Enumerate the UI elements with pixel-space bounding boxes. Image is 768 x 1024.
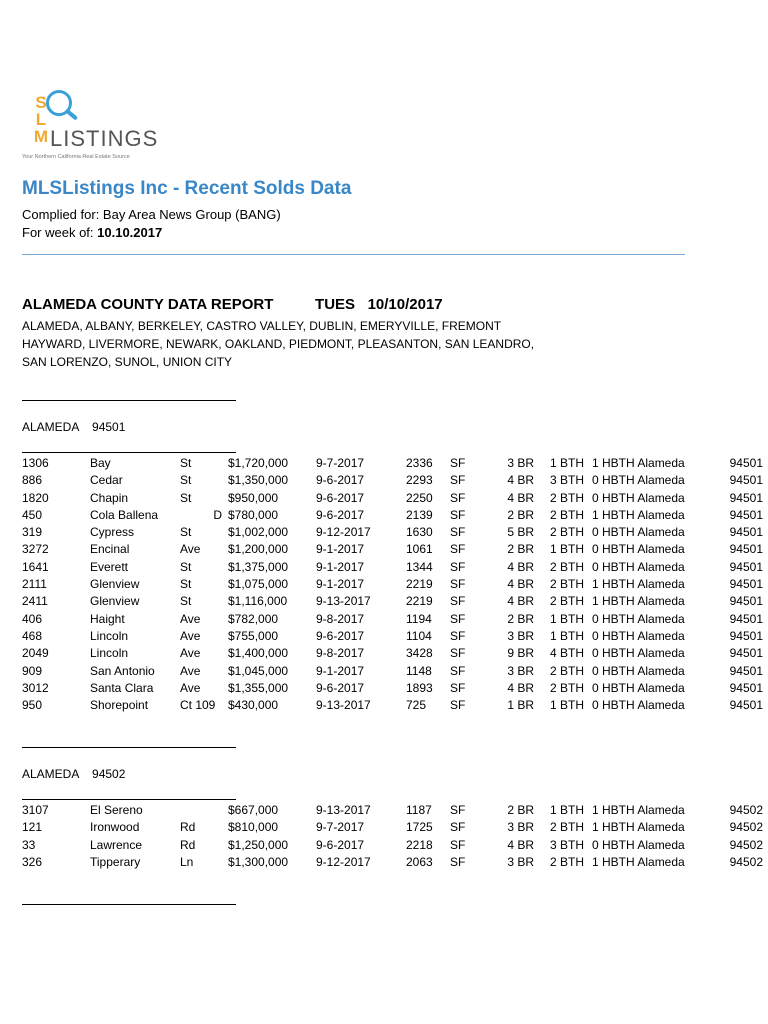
sale-price-cell: $1,375,000 <box>228 559 289 574</box>
street-name-cell: Everett <box>90 559 129 574</box>
sale-price-cell: $1,355,000 <box>228 680 289 695</box>
mlslistings-logo <box>22 90 159 164</box>
square-feet-cell: 2218 <box>406 837 433 852</box>
section-divider <box>22 452 236 453</box>
zip-code-cell: 94501 <box>729 542 763 557</box>
street-name-cell: Bay <box>90 456 111 470</box>
bathrooms-cell: 1 BTH <box>549 698 584 713</box>
street-number-cell: 326 <box>22 854 43 869</box>
street-name-cell: Lawrence <box>90 837 143 852</box>
bedrooms-cell: 3 BR <box>507 456 534 470</box>
square-feet-cell: 1148 <box>406 663 432 678</box>
sale-date-cell: 9-6-2017 <box>316 680 365 695</box>
square-feet-cell: 1893 <box>406 680 433 695</box>
bathrooms-cell: 4 BTH <box>549 646 584 661</box>
street-suffix-cell: Ave <box>180 680 201 695</box>
zip-code-cell: 94502 <box>729 803 763 817</box>
half-baths-city-cell: 0 HBTH Alameda <box>592 559 685 574</box>
logo-tagline: Your Northern California Real Estate Source <box>22 154 130 160</box>
table-row <box>22 854 763 871</box>
property-type-cell: SF <box>450 525 466 540</box>
sale-price-cell: $810,000 <box>228 820 279 835</box>
zip-code-cell: 94501 <box>729 628 763 643</box>
sale-date-cell: 9-7-2017 <box>316 456 365 470</box>
zip-code-cell: 94502 <box>729 854 763 869</box>
sale-date-cell: 9-12-2017 <box>316 854 371 869</box>
street-number-cell: 3107 <box>22 803 49 817</box>
table-row <box>22 455 763 472</box>
street-number-cell: 121 <box>22 820 43 835</box>
property-type-cell: SF <box>450 820 466 835</box>
bathrooms-cell: 2 BTH <box>549 594 584 609</box>
table-row <box>22 628 763 645</box>
square-feet-cell: 1194 <box>406 611 432 626</box>
bathrooms-cell: 1 BTH <box>549 628 584 643</box>
street-number-cell: 33 <box>22 837 36 852</box>
compiled-for: Complied for: Bay Area News Group (BANG) <box>22 207 281 222</box>
square-feet-cell: 2219 <box>406 594 433 609</box>
sale-price-cell: $780,000 <box>228 507 279 522</box>
table-row <box>22 680 763 697</box>
table-row <box>22 593 763 610</box>
street-number-cell: 450 <box>22 507 43 522</box>
street-name-cell: Encinal <box>90 542 130 557</box>
square-feet-cell: 1061 <box>406 542 433 557</box>
zip-code-cell: 94501 <box>729 559 763 574</box>
bedrooms-cell: 2 BR <box>507 803 534 817</box>
bedrooms-cell: 4 BR <box>507 473 534 488</box>
street-number-cell: 2111 <box>22 577 47 592</box>
section-divider <box>22 747 236 748</box>
street-name-cell: Cypress <box>90 525 135 540</box>
bathrooms-cell: 1 BTH <box>549 456 584 470</box>
half-baths-city-cell: 0 HBTH Alameda <box>592 473 685 488</box>
bathrooms-cell: 2 BTH <box>549 490 584 505</box>
sale-date-cell: 9-6-2017 <box>316 837 365 852</box>
bedrooms-cell: 3 BR <box>507 628 534 643</box>
street-suffix-cell: Ave <box>180 663 201 678</box>
street-suffix-cell: Ave <box>180 646 201 661</box>
square-feet-cell: 2219 <box>406 577 433 592</box>
bathrooms-cell: 1 BTH <box>549 611 584 626</box>
bedrooms-cell: 4 BR <box>507 577 534 592</box>
square-feet-cell: 3428 <box>406 646 433 661</box>
zip-code-cell: 94501 <box>729 473 763 488</box>
table-row <box>22 837 763 854</box>
street-number-cell: 950 <box>22 698 43 713</box>
street-number-cell: 406 <box>22 611 43 626</box>
street-name-cell: San Antonio <box>90 663 155 678</box>
half-baths-city-cell: 1 HBTH Alameda <box>592 594 685 609</box>
zip-code-cell: 94501 <box>729 577 763 592</box>
bathrooms-cell: 2 BTH <box>549 525 584 540</box>
page-title: MLSListings Inc - Recent Solds Data <box>22 178 352 199</box>
zip-code-cell: 94501 <box>729 680 763 695</box>
property-type-cell: SF <box>450 542 466 557</box>
section-label: ALAMEDA 94501 <box>22 420 126 434</box>
street-name-cell: Lincoln <box>90 628 129 643</box>
bathrooms-cell: 1 BTH <box>549 542 584 557</box>
city-list <box>22 317 582 371</box>
bedrooms-cell: 1 BR <box>507 698 534 713</box>
table-row <box>22 541 763 558</box>
street-suffix-cell <box>180 802 228 819</box>
property-type-cell: SF <box>450 577 466 592</box>
table-row <box>22 507 763 524</box>
half-baths-city-cell: 0 HBTH Alameda <box>592 628 685 643</box>
bedrooms-cell: 4 BR <box>507 594 534 609</box>
week-value: 10.10.2017 <box>97 225 163 240</box>
street-number-cell: 3272 <box>22 542 49 557</box>
property-type-cell: SF <box>450 611 466 626</box>
zip-code-cell: 94501 <box>729 507 763 522</box>
bedrooms-cell: 2 BR <box>507 611 534 626</box>
street-number-cell: 1641 <box>22 559 49 574</box>
street-suffix-cell: St <box>180 456 192 470</box>
bathrooms-cell: 2 BTH <box>549 663 584 678</box>
street-number-cell: 2411 <box>22 594 48 609</box>
zip-code-cell: 94501 <box>729 456 763 470</box>
half-baths-city-cell: 0 HBTH Alameda <box>592 646 685 661</box>
street-number-cell: 1306 <box>22 456 49 470</box>
half-baths-city-cell: 0 HBTH Alameda <box>592 663 685 678</box>
sale-date-cell: 9-8-2017 <box>316 646 365 661</box>
sale-date-cell: 9-1-2017 <box>316 559 365 574</box>
section-label: ALAMEDA 94502 <box>22 767 126 781</box>
sale-price-cell: $1,002,000 <box>228 525 289 540</box>
zip-code-cell: 94502 <box>729 820 763 835</box>
week-label: For week of: <box>22 225 98 240</box>
street-number-cell: 3012 <box>22 680 49 695</box>
property-type-cell: SF <box>450 803 466 817</box>
half-baths-city-cell: 1 HBTH Alameda <box>592 803 685 817</box>
sale-price-cell: $667,000 <box>228 803 279 817</box>
bedrooms-cell: 2 BR <box>507 507 534 522</box>
half-baths-city-cell: 0 HBTH Alameda <box>592 698 685 713</box>
square-feet-cell: 1187 <box>406 803 432 817</box>
street-number-cell: 319 <box>22 525 43 540</box>
square-feet-cell: 1630 <box>406 525 433 540</box>
square-feet-cell: 2139 <box>406 507 433 522</box>
zip-code-cell: 94502 <box>729 837 763 852</box>
sales-table-94501 <box>22 455 763 714</box>
logo-mls-letters: S L M <box>33 93 49 146</box>
street-name-cell: Cola Ballena <box>90 507 159 522</box>
bathrooms-cell: 2 BTH <box>549 507 584 522</box>
street-number-cell: 2049 <box>22 646 49 661</box>
half-baths-city-cell: 1 HBTH Alameda <box>592 820 685 835</box>
city-line: SAN LORENZO, SUNOL, UNION CITY <box>22 355 233 369</box>
square-feet-cell: 2063 <box>406 854 433 869</box>
bathrooms-cell: 2 BTH <box>549 680 584 695</box>
square-feet-cell: 1725 <box>406 820 433 835</box>
street-name-cell: Glenview <box>90 577 140 592</box>
zip-code-cell: 94501 <box>729 525 763 540</box>
half-baths-city-cell: 0 HBTH Alameda <box>592 542 685 557</box>
street-name-cell: Chapin <box>90 490 129 505</box>
report-heading: ALAMEDA COUNTY DATA REPORT TUES 10/10/2017 <box>22 296 443 313</box>
bathrooms-cell: 2 BTH <box>549 559 584 574</box>
property-type-cell: SF <box>450 646 466 661</box>
half-baths-city-cell: 0 HBTH Alameda <box>592 680 685 695</box>
street-name-cell: Ironwood <box>90 820 140 835</box>
sale-price-cell: $1,045,000 <box>228 663 289 678</box>
street-number-cell: 886 <box>22 473 43 488</box>
street-suffix-cell: Ave <box>180 611 201 626</box>
bedrooms-cell: 5 BR <box>507 525 534 540</box>
sale-date-cell: 9-6-2017 <box>316 507 365 522</box>
street-number-cell: 468 <box>22 628 43 643</box>
section-divider <box>22 400 236 401</box>
street-number-cell: 1820 <box>22 490 49 505</box>
sale-date-cell: 9-13-2017 <box>316 594 371 609</box>
sale-price-cell: $1,250,000 <box>228 837 289 852</box>
street-name-cell: El Sereno <box>90 803 143 817</box>
sale-price-cell: $1,075,000 <box>228 577 289 592</box>
sale-date-cell: 9-7-2017 <box>316 820 365 835</box>
half-baths-city-cell: 0 HBTH Alameda <box>592 837 685 852</box>
bathrooms-cell: 2 BTH <box>549 577 584 592</box>
sale-price-cell: $1,300,000 <box>228 854 289 869</box>
table-row <box>22 524 763 541</box>
property-type-cell: SF <box>450 698 466 713</box>
sale-price-cell: $1,200,000 <box>228 542 289 557</box>
property-type-cell: SF <box>450 507 466 522</box>
sale-price-cell: $782,000 <box>228 611 279 626</box>
bedrooms-cell: 9 BR <box>507 646 534 661</box>
sales-table-94502 <box>22 802 763 871</box>
street-name-cell: Glenview <box>90 594 140 609</box>
sale-price-cell: $1,116,000 <box>228 594 288 609</box>
street-number-cell: 909 <box>22 663 43 678</box>
bedrooms-cell: 3 BR <box>507 663 534 678</box>
table-row <box>22 472 763 489</box>
section-divider <box>22 799 236 800</box>
sale-price-cell: $430,000 <box>228 698 279 713</box>
property-type-cell: SF <box>450 663 466 678</box>
property-type-cell: SF <box>450 680 466 695</box>
sale-date-cell: 9-1-2017 <box>316 663 365 678</box>
street-suffix-cell: Ave <box>180 628 201 643</box>
street-suffix-cell: St <box>180 594 192 609</box>
street-suffix-cell: Rd <box>180 820 196 835</box>
half-baths-city-cell: 1 HBTH Alameda <box>592 507 685 522</box>
square-feet-cell: 2250 <box>406 490 433 505</box>
street-name-cell: Tipperary <box>90 854 141 869</box>
table-row <box>22 559 763 576</box>
sale-date-cell: 9-13-2017 <box>316 803 371 817</box>
bathrooms-cell: 1 BTH <box>549 803 584 817</box>
sale-price-cell: $1,400,000 <box>228 646 289 661</box>
sale-date-cell: 9-6-2017 <box>316 473 365 488</box>
street-suffix-cell: St <box>180 559 192 574</box>
sale-price-cell: $755,000 <box>228 628 279 643</box>
street-name-cell: Santa Clara <box>90 680 154 695</box>
sale-date-cell: 9-1-2017 <box>316 542 365 557</box>
table-row <box>22 576 763 593</box>
street-name-cell: Haight <box>90 611 125 626</box>
property-type-cell: SF <box>450 628 466 643</box>
square-feet-cell: 1104 <box>406 628 432 643</box>
half-baths-city-cell: 1 HBTH Alameda <box>592 854 685 869</box>
section-divider <box>22 904 236 905</box>
square-feet-cell: 2336 <box>406 456 433 470</box>
property-type-cell: SF <box>450 837 466 852</box>
square-feet-cell: 1344 <box>406 559 433 574</box>
header-divider <box>22 254 685 255</box>
sale-date-cell: 9-1-2017 <box>316 577 365 592</box>
street-suffix-cell: Ct 109 <box>180 698 216 713</box>
street-suffix-cell: St <box>180 490 192 505</box>
street-suffix-cell: St <box>180 577 192 592</box>
street-suffix-cell: St <box>180 473 192 488</box>
bedrooms-cell: 3 BR <box>507 820 534 835</box>
bedrooms-cell: 4 BR <box>507 680 534 695</box>
table-row <box>22 490 763 507</box>
property-type-cell: SF <box>450 854 466 869</box>
property-type-cell: SF <box>450 594 466 609</box>
square-feet-cell: 725 <box>406 698 427 713</box>
square-feet-cell: 2293 <box>406 473 433 488</box>
street-suffix-cell: D <box>180 507 223 522</box>
bathrooms-cell: 3 BTH <box>549 473 584 488</box>
property-type-cell: SF <box>450 490 466 505</box>
table-row <box>22 697 763 714</box>
bathrooms-cell: 2 BTH <box>549 820 584 835</box>
property-type-cell: SF <box>450 456 466 470</box>
week-line <box>22 225 162 240</box>
zip-code-cell: 94501 <box>729 611 763 626</box>
sale-date-cell: 9-12-2017 <box>316 525 371 540</box>
table-row <box>22 663 763 680</box>
bedrooms-cell: 3 BR <box>507 854 534 869</box>
street-name-cell: Cedar <box>90 473 123 488</box>
sale-date-cell: 9-6-2017 <box>316 628 365 643</box>
bathrooms-cell: 3 BTH <box>549 837 584 852</box>
bathrooms-cell: 2 BTH <box>549 854 584 869</box>
street-name-cell: Shorepoint <box>90 698 149 713</box>
street-suffix-cell: Ave <box>180 542 201 557</box>
half-baths-city-cell: 1 HBTH Alameda <box>592 456 685 470</box>
table-row <box>22 819 763 836</box>
street-suffix-cell: Rd <box>180 837 196 852</box>
city-line: ALAMEDA, ALBANY, BERKELEY, CASTRO VALLEY, DUBLIN, EMERYVILLE, FREMONT <box>22 319 502 333</box>
sale-date-cell: 9-6-2017 <box>316 490 365 505</box>
street-suffix-cell: St <box>180 525 192 540</box>
zip-code-cell: 94501 <box>729 663 763 678</box>
table-row <box>22 611 763 628</box>
magnifier-handle <box>65 108 78 120</box>
street-suffix-cell: Ln <box>180 854 194 869</box>
half-baths-city-cell: 1 HBTH Alameda <box>592 577 685 592</box>
sale-price-cell: $1,350,000 <box>228 473 289 488</box>
logo-wordmark: LISTINGS <box>50 126 159 151</box>
zip-code-cell: 94501 <box>729 698 763 713</box>
sale-price-cell: $1,720,000 <box>228 456 289 470</box>
zip-code-cell: 94501 <box>729 594 763 609</box>
city-line: HAYWARD, LIVERMORE, NEWARK, OAKLAND, PIEDMONT, PLEASANTON, SAN LEANDRO, <box>22 337 535 351</box>
bedrooms-cell: 2 BR <box>507 542 534 557</box>
sale-price-cell: $950,000 <box>228 490 279 505</box>
street-name-cell: Lincoln <box>90 646 129 661</box>
sale-date-cell: 9-8-2017 <box>316 611 365 626</box>
bedrooms-cell: 4 BR <box>507 490 534 505</box>
zip-code-cell: 94501 <box>729 646 763 661</box>
zip-code-cell: 94501 <box>729 490 763 505</box>
half-baths-city-cell: 0 HBTH Alameda <box>592 525 685 540</box>
property-type-cell: SF <box>450 559 466 574</box>
table-row <box>22 802 763 819</box>
bedrooms-cell: 4 BR <box>507 559 534 574</box>
table-row <box>22 645 763 662</box>
half-baths-city-cell: 0 HBTH Alameda <box>592 611 685 626</box>
sale-date-cell: 9-13-2017 <box>316 698 371 713</box>
bedrooms-cell: 4 BR <box>507 837 534 852</box>
half-baths-city-cell: 0 HBTH Alameda <box>592 490 685 505</box>
property-type-cell: SF <box>450 473 466 488</box>
